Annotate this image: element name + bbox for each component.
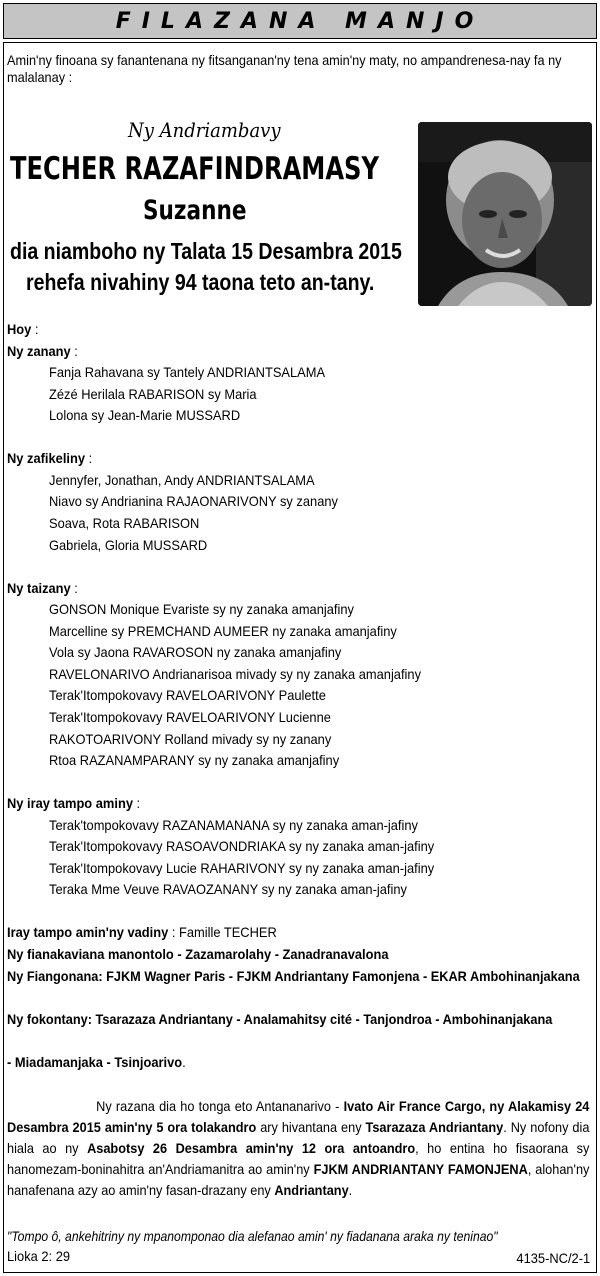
list-item: RAVELONARIVO Andrianarisoa mivady sy ny zanaka amanjafiny — [49, 666, 422, 682]
funeral-church: FJKM ANDRIANTANY FAMONJENA — [313, 1161, 528, 1177]
list-item: Gabriela, Gloria MUSSARD — [49, 537, 208, 553]
funeral-paragraph — [7, 1096, 589, 1201]
vadiny-value: : Famille TECHER — [168, 924, 277, 940]
taizany-colon: : — [70, 580, 78, 596]
portrait-image — [418, 122, 592, 306]
taizany-heading — [7, 580, 78, 597]
hoy-text: Hoy — [7, 321, 32, 337]
zanany-label: Ny zanany — [7, 343, 71, 359]
portrait-photo — [418, 122, 592, 306]
vadiny-label: Iray tampo amin'ny vadiny — [7, 924, 169, 940]
taizany-label: Ny taizany — [7, 580, 71, 596]
fokontany-period: . — [182, 1054, 186, 1070]
iray-tampo-heading — [7, 795, 140, 812]
fianakaviana-line: Ny fianakaviana manontolo - Zazamarolahy - Zanadranavalona — [7, 946, 389, 962]
list-item: Niavo sy Andrianina RAJAONARIVONY sy zanany — [49, 493, 338, 509]
funeral-arrival: Ivato Air France Cargo, ny Alakamisy 24 Desambra 2015 amin'ny 5 ora tolakandro — [7, 1098, 590, 1135]
list-item: Terak'Itompokovavy RAVELOARIVONY Lucienne — [49, 709, 331, 725]
fiangonana-paragraph: Ny Fiangonana: FJKM Wagner Paris - FJKM Andriantany Famonjena - EKAR Ambohinanjakana — [7, 968, 580, 984]
header-title: FILAZANA MANJO — [115, 9, 485, 34]
list-item: Vola sy Jaona RAVAROSON ny zanaka amanjafiny — [49, 644, 342, 660]
list-item: Fanja Rahavana sy Tantely ANDRIANTSALAMA — [49, 364, 326, 380]
vadiny-line — [7, 924, 277, 941]
ad-reference: 4135-NC/2-1 — [516, 1250, 590, 1266]
iray-tampo-colon: : — [132, 795, 141, 811]
list-item: Jennyfer, Jonathan, Andy ANDRIANTSALAMA — [49, 472, 315, 488]
list-item: Rtoa RAZANAMPARANY sy ny zanaka amanjafiny — [49, 752, 340, 768]
funeral-tomb: Andriantany — [274, 1182, 349, 1198]
bible-reference: Lioka 2: 29 — [7, 1248, 71, 1264]
deceased-surname: TECHER RAZAFINDRAMASY — [10, 151, 379, 187]
honorific: Ny Andriambavy — [128, 118, 281, 142]
list-item: RAKOTOARIVONY Rolland mivady sy ny zanany — [49, 731, 332, 747]
list-item: Marcelline sy PREMCHAND AUMEER ny zanaka amanjafiny — [49, 623, 397, 639]
funeral-text-1: Ny razana dia ho tonga eto Antananarivo - — [96, 1098, 344, 1114]
zafikeliny-colon: : — [85, 450, 93, 466]
zafikeliny-label: Ny zafikeliny — [7, 450, 86, 466]
hoy-label — [7, 321, 38, 338]
funeral-place: Tsarazaza Andriantany — [365, 1119, 504, 1135]
header-banner — [3, 3, 597, 39]
funeral-text-3: . Ny nofony dia hiala ao ny — [7, 1119, 590, 1156]
list-item: Teraka Mme Veuve RAVAOZANANY sy ny zanaka aman-jafiny — [49, 881, 407, 897]
funeral-text-4: , ho entina ho fisaorana sy hanomezam-boninahitra an'Andriamanitra ao amin'ny — [7, 1140, 590, 1177]
iray-tampo-label: Ny iray tampo aminy — [7, 795, 133, 811]
list-item: Terak'tompokovavy RAZANAMANANA sy ny zanaka aman-jafiny — [49, 817, 418, 833]
intro-text: Amin'ny finoana sy fanantenana ny fitsanganan'ny tena amin'ny maty, no ampandrenesa-nay fa ny malalanay : — [7, 52, 562, 85]
hoy-colon: : — [31, 321, 39, 337]
list-item: Terak'Itompokovavy Lucie RAHARIVONY sy ny zanaka aman-jafiny — [49, 860, 435, 876]
list-item: Terak'Itompokovavy RASOAVONDRIAKA sy ny zanaka aman-jafiny — [49, 838, 435, 854]
zanany-colon: : — [70, 343, 78, 359]
fokontany-end — [7, 1054, 186, 1071]
bible-quote: "Tompo ô, ankehitriny ny mpanomponao dia alefanao amin' ny fiadanana araka ny teninao" — [7, 1228, 498, 1244]
deceased-firstname: Suzanne — [143, 195, 247, 226]
list-item: Lolona sy Jean-Marie MUSSARD — [49, 407, 241, 423]
funeral-text-6: . — [348, 1182, 353, 1198]
list-item: GONSON Monique Evariste sy ny zanaka amanjafiny — [49, 601, 354, 617]
age-line: rehefa nivahiny 94 taona teto an-tany. — [26, 269, 375, 295]
funeral-departure: Asabotsy 26 Desambra amin'ny 12 ora antoandro — [87, 1140, 416, 1156]
fokontany-paragraph: Ny fokontany: Tsarazaza Andriantany - Analamahitsy cité - Tanjondroa - Ambohinanjakana — [7, 1011, 553, 1027]
death-date-line: dia niamboho ny Talata 15 Desambra 2015 — [10, 238, 402, 264]
list-item: Terak'Itompokovavy RAVELOARIVONY Paulette — [49, 687, 326, 703]
list-item: Soava, Rota RABARISON — [49, 515, 200, 531]
zanany-heading — [7, 343, 78, 360]
list-item: Zézé Herilala RABARISON sy Maria — [49, 386, 257, 402]
funeral-text-2: ary hivantana eny — [256, 1119, 366, 1135]
fokontany-line2: - Miadamanjaka - Tsinjoarivo — [7, 1054, 183, 1070]
funeral-text-5: , alohan'ny hanafenana azy ao amin'ny fasan-drazany eny — [7, 1161, 590, 1198]
zafikeliny-heading — [7, 450, 92, 467]
